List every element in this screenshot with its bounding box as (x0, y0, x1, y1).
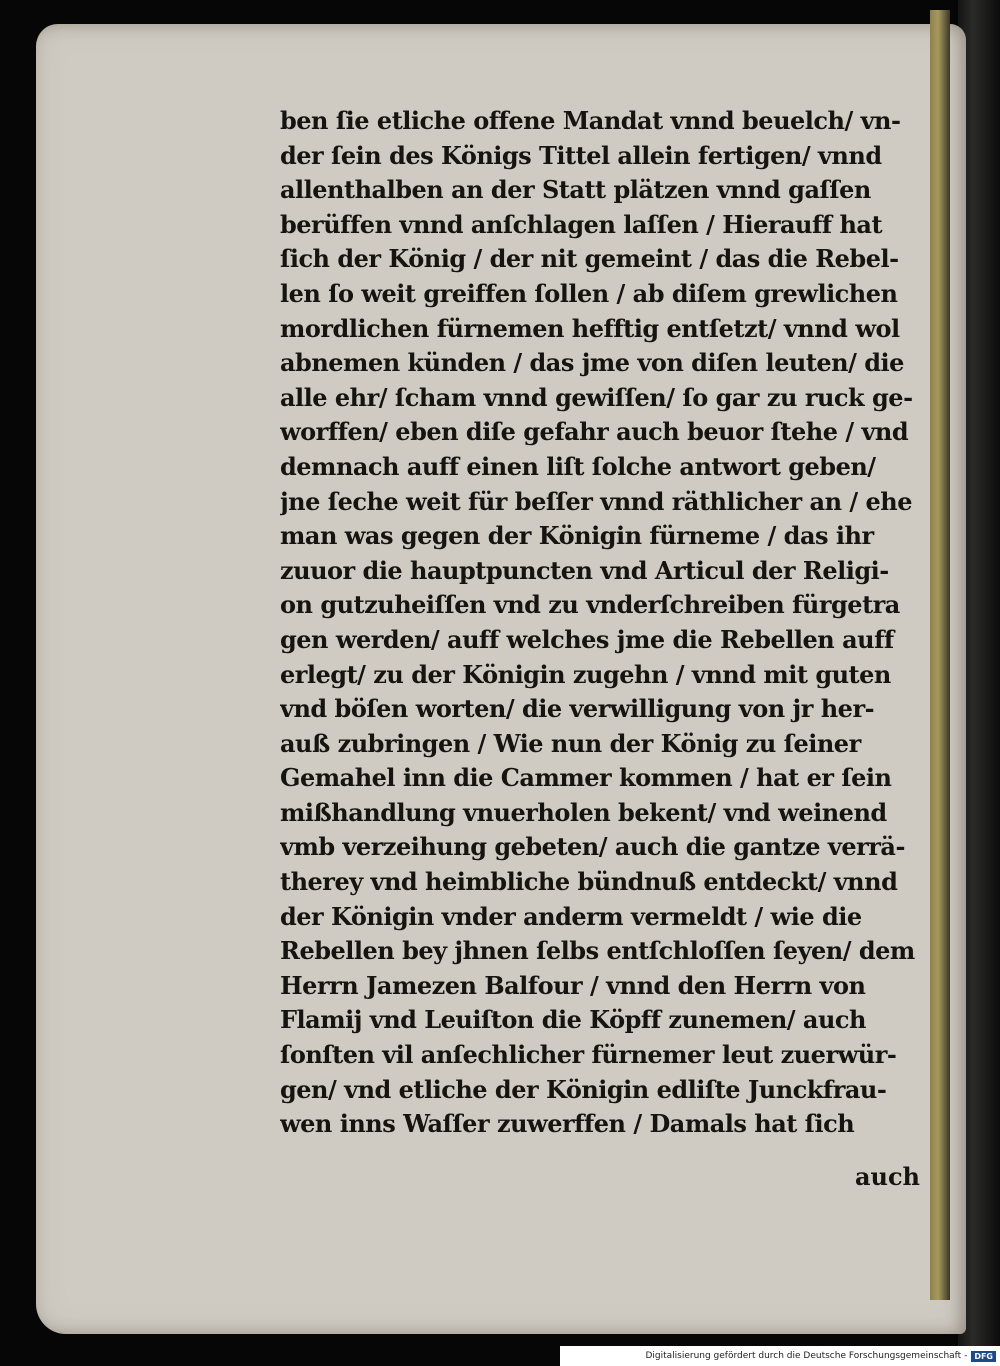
text-line: Herrn Jamezen Balfour / vnnd den Herrn von (280, 970, 866, 1000)
text-line: jne ſeche weit für beſſer vnnd räthlicher an / ehe (280, 486, 913, 516)
text-line: len ſo weit greiffen ſollen / ab diſem grewlichen (280, 278, 898, 308)
text-line: ſich der König / der nit gemeint / das die Rebel- (280, 244, 899, 274)
catchword: auch (854, 1162, 920, 1191)
text-line: abnemen künden / das jme von diſen leuten/ die (280, 348, 904, 378)
text-line: auß zubringen / Wie nun der König zu ſeiner (280, 728, 861, 758)
text-line: allenthalben an der Statt plätzen vnnd gaſſen (280, 175, 871, 205)
text-line: ſonſten vil anſechlicher fürnemer leut zuerwür- (280, 1040, 897, 1070)
body-text (280, 104, 925, 1142)
text-line: erlegt/ zu der Königin zugehn / vnnd mit guten (280, 659, 891, 689)
text-line: vmb verzeihung gebeten/ auch die gantze verrä- (280, 832, 905, 862)
text-line: gen/ vnd etliche der Königin edliſte Junckfrau- (280, 1074, 887, 1104)
text-line: mordlichen fürnemen hefftig entſetzt/ vnnd wol (280, 313, 900, 343)
text-line: man was gegen der Königin fürneme / das ihr (280, 521, 874, 551)
text-line: on gutzuheiſſen vnd zu vnderſchreiben fürgetra (280, 590, 900, 620)
page-edge (930, 10, 950, 1300)
digitization-footer (560, 1346, 1000, 1366)
text-line: worffen/ eben diſe gefahr auch beuor ſtehe / vnd (280, 417, 909, 447)
text-line: gen werden/ auff welches jme die Rebellen auff (280, 624, 894, 654)
text-line: alle ehr/ ſcham vnnd gewiſſen/ ſo gar zu ruck ge- (280, 382, 913, 412)
text-line: vnd böſen worten/ die verwilligung von jr her- (280, 694, 875, 724)
text-line: wen inns Waſſer zuwerffen / Damals hat ſich (280, 1109, 855, 1139)
text-line: therey vnd heimbliche bündnuß entdeckt/ vnnd (280, 867, 898, 897)
text-line: der ſein des Königs Tittel allein fertigen/ vnnd (280, 140, 882, 170)
text-line: zuuor die hauptpuncten vnd Articul der Religi- (280, 555, 889, 585)
text-line: der Königin vnder anderm vermeldt / wie die (280, 901, 862, 931)
text-line: berüffen vnnd anſchlagen laſſen / Hierauff hat (280, 209, 883, 239)
text-line: Flamij vnd Leuiſton die Köpff zunemen/ auch (280, 1005, 866, 1035)
text-line: Gemahel inn die Cammer kommen / hat er ſein (280, 763, 892, 793)
text-line: Rebellen bey jhnen ſelbs entſchloſſen ſeyen/ dem (280, 936, 915, 966)
text-line: ben ſie etliche offene Mandat vnnd beuelch/ vn- (280, 106, 901, 135)
text-line: mißhandlung vnuerholen bekent/ vnd weinend (280, 797, 887, 827)
footer-credit-text: Digitalisierung gefördert durch die Deutsche Forschungsgemeinschaft - (645, 1351, 968, 1361)
text-line: demnach auff einen liſt ſolche antwort geben/ (280, 451, 876, 481)
dfg-logo: DFG (971, 1351, 996, 1362)
